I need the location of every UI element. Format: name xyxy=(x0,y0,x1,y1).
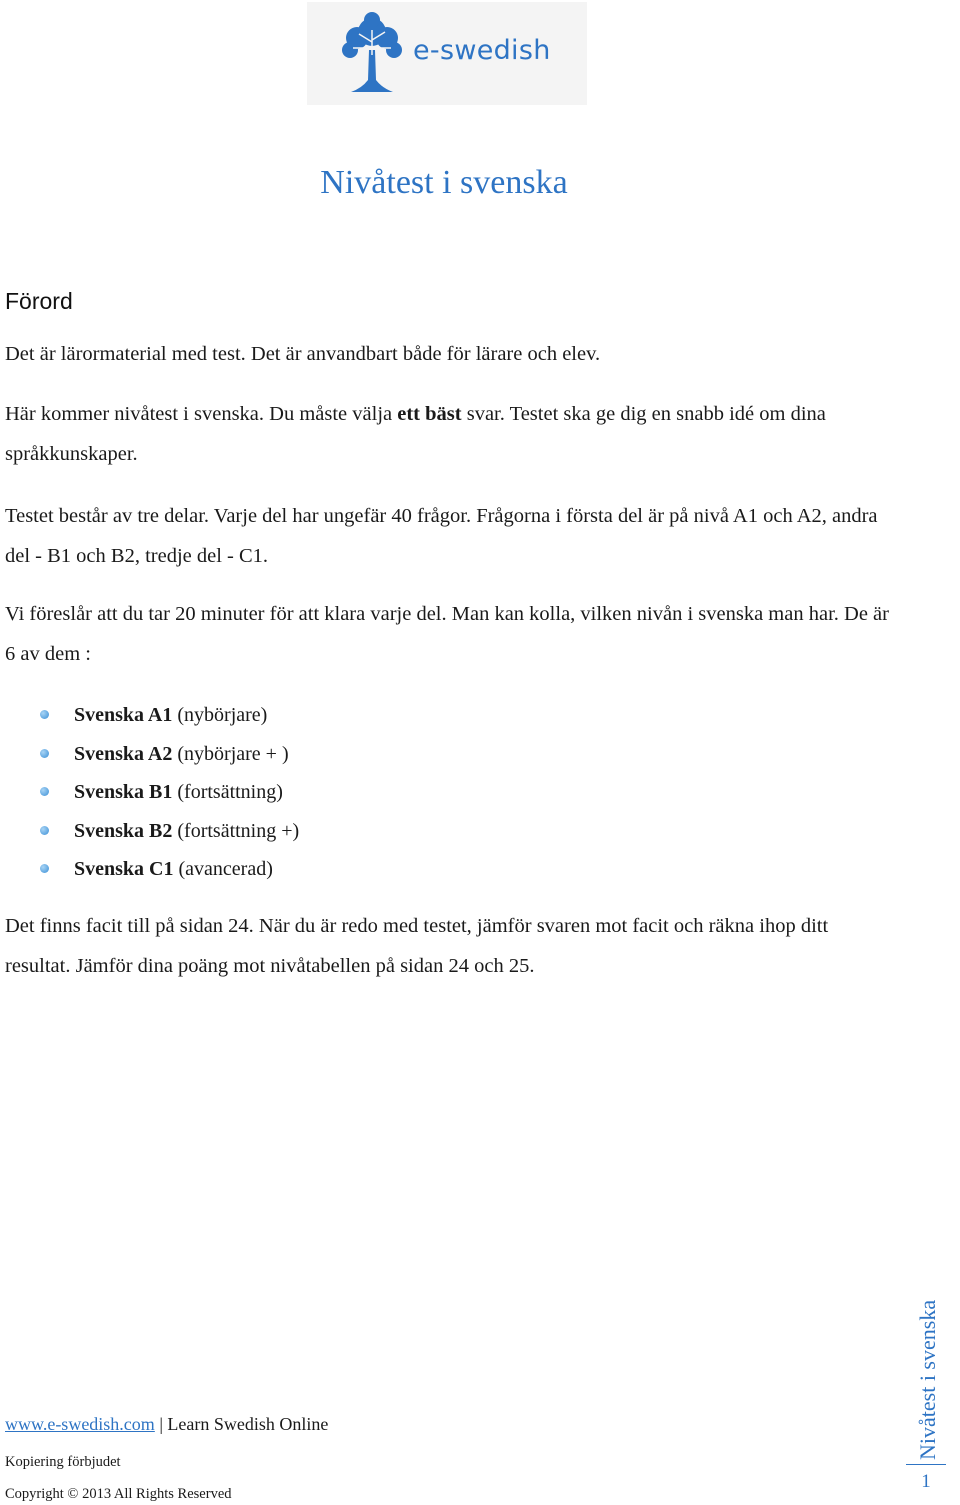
paragraph-facit: Det finns facit till på sidan 24. När du är redo med testet, jämför svaren mot facit och räkna ihop ditt resultat. Jämför dina poäng mot nivåtabellen på sidan 24 och 25. xyxy=(5,915,829,977)
website-link[interactable]: www.e-swedish.com xyxy=(5,1414,155,1434)
paragraph-timing: Vi föreslår att du tar 20 minuter för att klara varje del. Man kan kolla, vilken nivån i svenska man har. De är 6 av dem : xyxy=(5,603,889,665)
section-heading: Förord xyxy=(5,288,73,314)
list-item: Svenska A2 (nybörjare + ) xyxy=(40,735,299,774)
page-number: 1 xyxy=(906,1464,946,1493)
side-title: Nivåtest i svenska xyxy=(915,1299,940,1460)
logo-text: e-swedish xyxy=(413,35,551,66)
copyright: Copyright © 2013 All Rights Reserved xyxy=(5,1486,232,1502)
bullet-icon xyxy=(40,864,49,873)
paragraph-instructions: Här kommer nivåtest i svenska. Du måste välja ett bäst svar. Testet ska ge dig en snabb idé om dina språkkunskaper. xyxy=(5,403,826,465)
page-title: Nivåtest i svenska xyxy=(320,164,568,201)
footer-links: www.e-swedish.com | Learn Swedish Online xyxy=(5,1414,329,1434)
bullet-icon xyxy=(40,710,49,719)
paragraph-intro: Det är lärormaterial med test. Det är anvandbart både för lärare och elev. xyxy=(5,343,601,365)
paragraph-structure: Testet består av tre delar. Varje del har ungefär 40 frågor. Frågorna i första del är på nivå A1 och A2, andra del - B1 och B2, tredje del - C1. xyxy=(5,505,878,567)
list-item: Svenska B1 (fortsättning) xyxy=(40,773,299,812)
list-item: Svenska C1 (avancerad) xyxy=(40,850,299,889)
emphasis-text: ett bäst xyxy=(397,403,462,425)
bullet-icon xyxy=(40,826,49,835)
logo xyxy=(307,2,587,105)
bullet-icon xyxy=(40,749,49,758)
bullet-icon xyxy=(40,787,49,796)
copy-notice: Kopiering förbjudet xyxy=(5,1454,121,1470)
tree-icon xyxy=(337,10,407,100)
list-item: Svenska B2 (fortsättning +) xyxy=(40,812,299,851)
footer-tagline: Learn Swedish Online xyxy=(167,1414,329,1434)
level-list xyxy=(40,696,299,889)
list-item: Svenska A1 (nybörjare) xyxy=(40,696,299,735)
